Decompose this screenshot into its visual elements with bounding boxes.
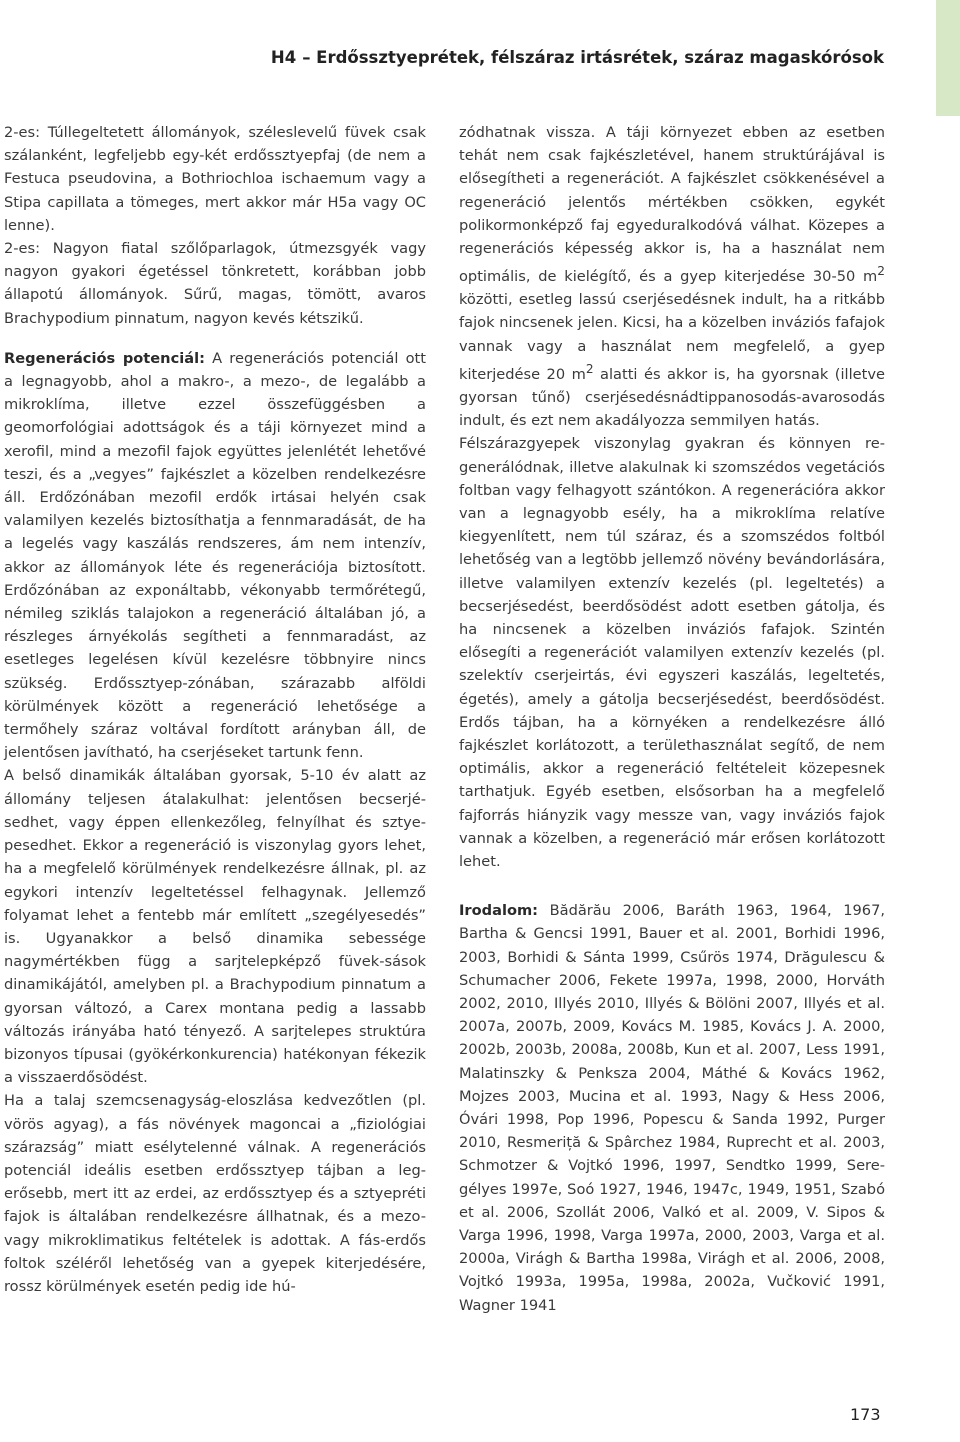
regeneration-heading: Regenerációs potenciál: (4, 349, 205, 367)
continued-text-a: zódhatnak vissza. A táji környezet ebben az esetben tehát nem csak fajkészletével, hanem struktúrájával is elősegítheti a regenerációt. A fajkészlet csökkenésével a regeneráció jelentős mértékben csökken, egykét polikormonképző faj egyeduralkodóvá válhat. Közepes a regenerációs képesség akkor is, ha a használat nem optimális, de kielégítő, és a gyep kiterjedése 30-50 m (459, 124, 885, 286)
running-header (0, 48, 884, 67)
superscript-2: 2 (877, 264, 885, 279)
literature-list: Bădărău 2006, Baráth 1963, 1964, 1967, Bartha & Gencsi 1991, Bauer et al. 2001, Borhidi 1996, 2003, Borhidi & Sánta 1999, Csűrös 1974, Drăgulescu & Schumacher 2006, Fekete 1997a, 1998, 2000, Horváth 2002, 2010, Illyés 2010, Illyés & Bölöni 2007, Illyés et al. 2007a, 2007b, 2009, Kovács M. 1985, Kovács J. A. 2000, 2002b, 2003b, 2008a, 2008b, Kun et al. 2007, Less 1991, Malatinszky & Penksza 2004, Máthé & Kovács 1962, Mojzes 2003, Mucina et al. 1993, Nagy & Hess 2006, Óvári 1998, Pop 1996, Popescu & Sanda 1992, Purger 2010, Resmeriță & Spârchez 1984, Ruprecht et al. 2003, Schmotzer & Vojtkó 1996, 1997, Sendtko 1999, Seregélyes 1997e, Soó 1927, 1946, 1947c, 1949, 1951, Szabó et al. 2006, Szollát 2006, Valkó et al. 2009, V. Sipos & Varga 1996, 1998, Varga 1997a, 2000, 2003, Varga et al. 2000a, Virágh & Bartha 1998a, Virágh et al. 2006, 2008, Vojtkó 1993a, 1995a, 1998a, 2002a, Vučković 1991, Wagner 1941 (459, 902, 885, 1314)
superscript-2: 2 (585, 361, 594, 376)
regeneration-text: A regenerációs potenciál ott a legnagyobb, ahol a makro-, a mezo-, de legalább a mikroklíma, illetve ezzel összefüggésben a geomorfológiai adottságok és a táji környezet mind a xerofil, mind a mezofil fajok együttes jelenlétét lehetővé teszi, és a „vegyes” fajkészlet a közelben rendelkezésre áll. Erdőzónában mezofil erdők irtásai helyén csak valamilyen kezelés biztosíthatja a fennmaradását, de ha a legelés vagy kaszálás rendszeres, ám nem intenzív, akkor az állományok léte és regenerációja biztosított. Erdőzónában az exponáltabb, vékonyabb termőrétegű, némileg sziklás talajokon a regeneráció általában jó, a részleges árnyékolás segítheti a fennmaradást, az esetleges legelésen kívül kezelésre többnyire nincs szükség. Erdőssztyep-zónában, szárazabb alföldi körülmények között a regeneráció lehetősége a termőhely száraz voltával fordított arányban áll, de jelentősen javítható, ha cserjéseket tartunk fenn. (4, 349, 426, 762)
chapter-title: – Erdőssztyeprétek, félszáraz irtásrétek, száraz magaskórósok (302, 48, 884, 67)
paragraph-overgrazed: 2-es: Túllegeltetett állományok, széleslevelű füvek csak szálanként, legfeljebb egy-két erdőssztyepfaj (de nem a Festuca pseudovina, a Bothriochloa ischaemum vagy a Stipa capillata a tömeges, mert akkor már H5a vagy OC lenne). (4, 124, 426, 234)
chapter-code: H4 (270, 48, 297, 67)
paragraph-semidry: Félszárazgyepek viszonylag gyakran és könnyen regenerálódnak, illetve alakulnak ki szomszédos vegetációs foltban vagy felhagyott szántókon. A regenerációra akkor van a legnagyobb esély, ha a mikroklíma relatíve kiegyenlített, nem túl száraz, és a szomszédos foltból lehetőség van a legtöbb jellemző növény bevándorlására, illetve valamilyen extenzív kezelés (pl. legeltetés) a becserjésedést, beerdősödést adott esetben gátolja, és ha nincsenek a közelben inváziós fafajok. Szintén elősegíti a regenerációt valamilyen extenzív kezelés (pl. szelektív cserjeirtás, évi egyszeri kaszálás, legeltetés, égetés), amely a gátolja becserjésedést, beerdősödést. Erdős tájban, ha a környéken a rendelkezésre álló fajkészlet korlátozott, a területhasználat segítő, de nem optimális, akkor a regeneráció feltételeit közepesnek tarthatjuk. Egyéb esetben, elsősorban ha a megfelelő fajforrás hiányzik vagy messze van, vagy inváziós fajok vannak a közelben, a regeneráció már erősen korlátozott lehet. (459, 435, 885, 871)
paragraph-literature (459, 899, 885, 1317)
right-column (459, 121, 885, 1317)
paragraph-internal-dynamics: A belső dinamikák általában gyorsak, 5-10 év alatt az állomány teljesen átalakulhat: jelentősen becserjésedhet, vagy éppen ellenkezőleg, felnyílhat és sztyepesedhet. Ekkor a regeneráció is viszonylag gyors lehet, ha a megfelelő körülmények rendelkezésre állnak, pl. az egykori intenzív legeltetéssel felhagynak. Jellemző folyamat lehet a fentebb már említett „szegélyesedés” is. Ugyanakkor a belső dinamika sebessége nagymértékben függ a sarjtelepképző füvek-sások dinamikájától, amelyben pl. a Brachypodium pinnatum a gyorsan változó, a Carex montana pedig a lassabb változás irányába ható tényező. A sarjtelepes struktúra bizonyos típusai (gyökérkonkurencia) hatékonyan fékezik a visszaerdősödést. (4, 767, 426, 1087)
chapter-side-tab (936, 0, 960, 116)
paragraph-young-vineyards: 2-es: Nagyon fiatal szőlőparlagok, útmezsgyék vagy nagyon gyakori égetéssel tönkretett, korábban jobb állapotú állományok. Sűrű, magas, tömött, avaros Brachypodium pinnatum, nagyon kevés kétszikű. (4, 240, 426, 327)
paragraph-soil: Ha a talaj szemcsenagyság-eloszlása kedvezőtlen (pl. vörös agyag), a fás növények magoncai a „fiziológiai szárazság” miatt esélytelenné válnak. A regenerációs potenciál ideális esetben erdőssztyep tájban a legerősebb, mert itt az erdei, az erdőssztyep és a sztyepréti fajok is általában rendelkezésre állhatnak, és a mezo- vagy mikroklimatikus feltételek is adottak. A fás-erdős foltok széléről lehetőség van a gyepek kiterjedésére, rossz körülmények esetén pedig ide hú- (4, 1092, 426, 1295)
literature-heading: Irodalom: (459, 902, 539, 920)
continued-text-b: közötti, esetleg lassú cserjésedésnek indult, ha a ritkább fajok nincsenek jelen. Kicsi, ha a közelben inváziós fafajok vannak vagy a használat nem megfelelő, a gyep kiterjedése 20 m (459, 291, 885, 383)
paragraph-regeneration (4, 347, 426, 765)
page-number: 173 (850, 1405, 881, 1424)
paragraph-continued (459, 121, 885, 432)
continued-text-c: alatti és akkor is, ha gyorsnak (illetve gyorsan tűnő) cserjésedésnádtippanosodás-avarosodás indult, és ezt nem akadályozza semmilyen hatás. (459, 365, 885, 430)
left-column (4, 121, 426, 1298)
